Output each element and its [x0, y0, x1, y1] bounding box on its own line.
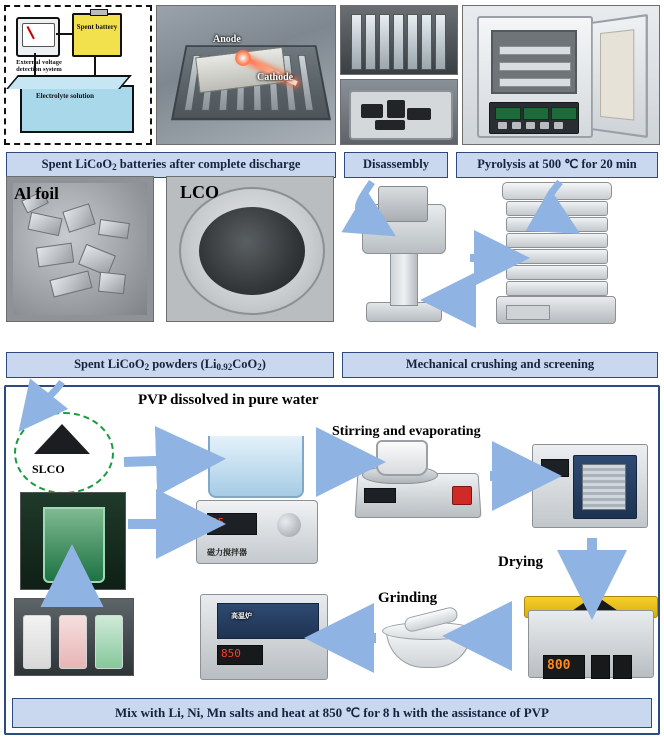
grinding-label: Grinding: [378, 590, 438, 606]
arrow-slco-to-beaker: [124, 460, 186, 462]
battery-label: Spent battery: [76, 23, 118, 31]
caption-disassembly: Disassembly: [344, 152, 448, 178]
caption4-mid2: CoO: [232, 356, 258, 371]
caption4-sub3: 2: [257, 361, 262, 372]
electrolyte-label: Electrolyte solution: [36, 92, 95, 100]
arrow-powders-to-slco: [36, 382, 62, 410]
muffle-display-value: 800: [547, 658, 571, 673]
caption1-suffix: batteries after complete discharge: [116, 156, 301, 171]
caption-final-step: Mix with Li, Ni, Mn salts and heat at 850 ℃ for 8 h with the assistance of PVP: [12, 698, 652, 728]
stirring-evaporating-label: Stirring and evaporating: [332, 424, 481, 439]
caption4-sub: 2: [144, 361, 150, 372]
caption1-sub: 2: [112, 161, 117, 172]
al-foil-label: Al foil: [14, 184, 59, 203]
cathode-tag: Cathode: [257, 72, 294, 83]
furnace-brand-label: 高温炉: [231, 612, 252, 620]
furnace-display-value: 850: [221, 647, 241, 660]
caption1-prefix: Spent LiCoO: [41, 156, 113, 171]
arrow-pyrolysis-to-sieve: [545, 182, 560, 220]
anode-tag: Anode: [213, 34, 241, 45]
caption-crushing-screening: Mechanical crushing and screening: [342, 352, 658, 378]
arrow-disassembly-to-mill: [358, 182, 372, 222]
caption4-mid: powders (Li: [149, 356, 217, 371]
stirrer-caption: 磁力搅拌器: [207, 548, 247, 557]
lco-label: LCO: [180, 182, 220, 202]
caption-pyrolysis: Pyrolysis at 500 ℃ for 20 min: [456, 152, 658, 178]
caption4-suffix: ): [261, 356, 266, 371]
slco-label: SLCO: [32, 462, 65, 476]
stirrer-display-value: 85: [211, 516, 225, 529]
external-system-label: External voltage detection system: [16, 59, 62, 74]
pvp-dissolved-label: PVP dissolved in pure water: [138, 392, 319, 408]
caption4-prefix: Spent LiCoO: [74, 356, 145, 371]
caption4-sub2: 0.92: [216, 361, 233, 372]
drying-label: Drying: [498, 554, 543, 570]
